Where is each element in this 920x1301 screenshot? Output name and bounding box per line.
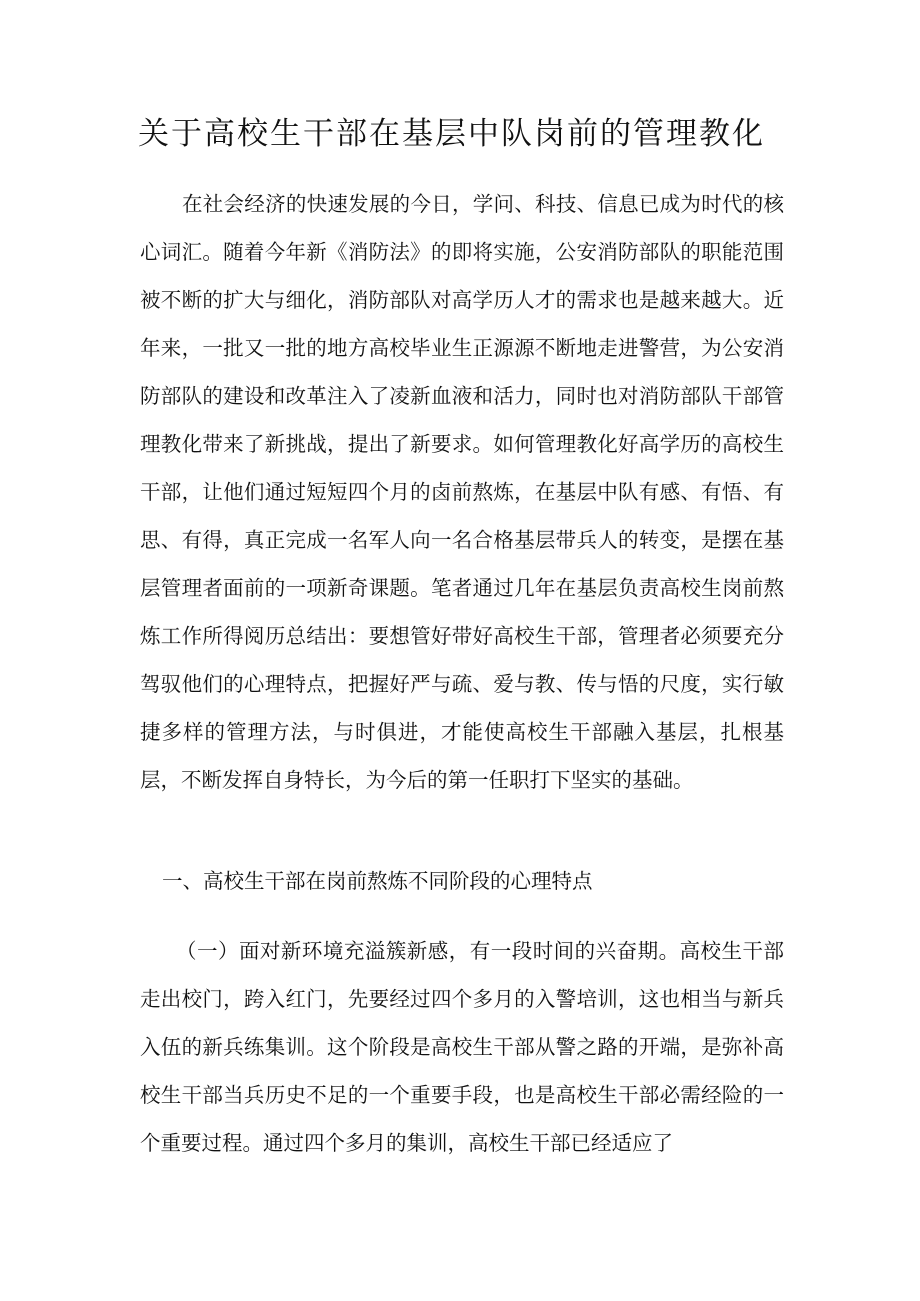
intro-paragraph: 在社会经济的快速发展的今日，学问、科技、信息已成为时代的核心词汇。随着今年新《消防法》的即将实施，公安消防部队的职能范围被不断的扩大与细化，消防部队对高学历人才的需求也是越来越大。近年来，一批又一批的地方高校毕业生正源源不断地走进警营，为公安消防部队的建设和改革注入了凌新血液和活力，同时也对消防部队干部管理教化带来了新挑战，提出了新要求。如何管理教化好高学历的高校生干部，让他们通过短短四个月的卤前熬炼，在基层中队有感、有悟、有思、有得，真正完成一名军人向一名合格基层带兵人的转变，是摆在基层管理者面前的一项新奇课题。笔者通过几年在基层负责高校生岗前熬炼工作所得阅历总结出：要想管好带好高校生干部，管理者必须要充分驾驭他们的心理特点，把握好严与疏、爱与教、传与悟的尺度，实行敏捷多样的管理方法，与时俱进，才能使高校生干部融入基层，扎根基层，不断发挥自身特长，为今后的第一任职打下坚实的基础。 (140, 192, 784, 792)
section-heading-1: 一、高校生干部在岗前熬炼不同阶段的心理特点 (162, 869, 593, 893)
section-1-paragraph-1: （一）面对新环境充溢簇新感，有一段时间的兴奋期。高校生干部走出校门，跨入红门，先要经过四个多月的入警培训，这也相当与新兵入伍的新兵练集训。这个阶段是高校生干部从警之路的开端，是弥补高校生干部当兵历史不足的一个重要手段，也是高校生干部必需经险的一个重要过程。通过四个多月的集训，高校生干部已经适应了 (140, 939, 784, 1155)
document-title: 关于高校生干部在基层中队岗前的管理教化 (138, 116, 765, 152)
